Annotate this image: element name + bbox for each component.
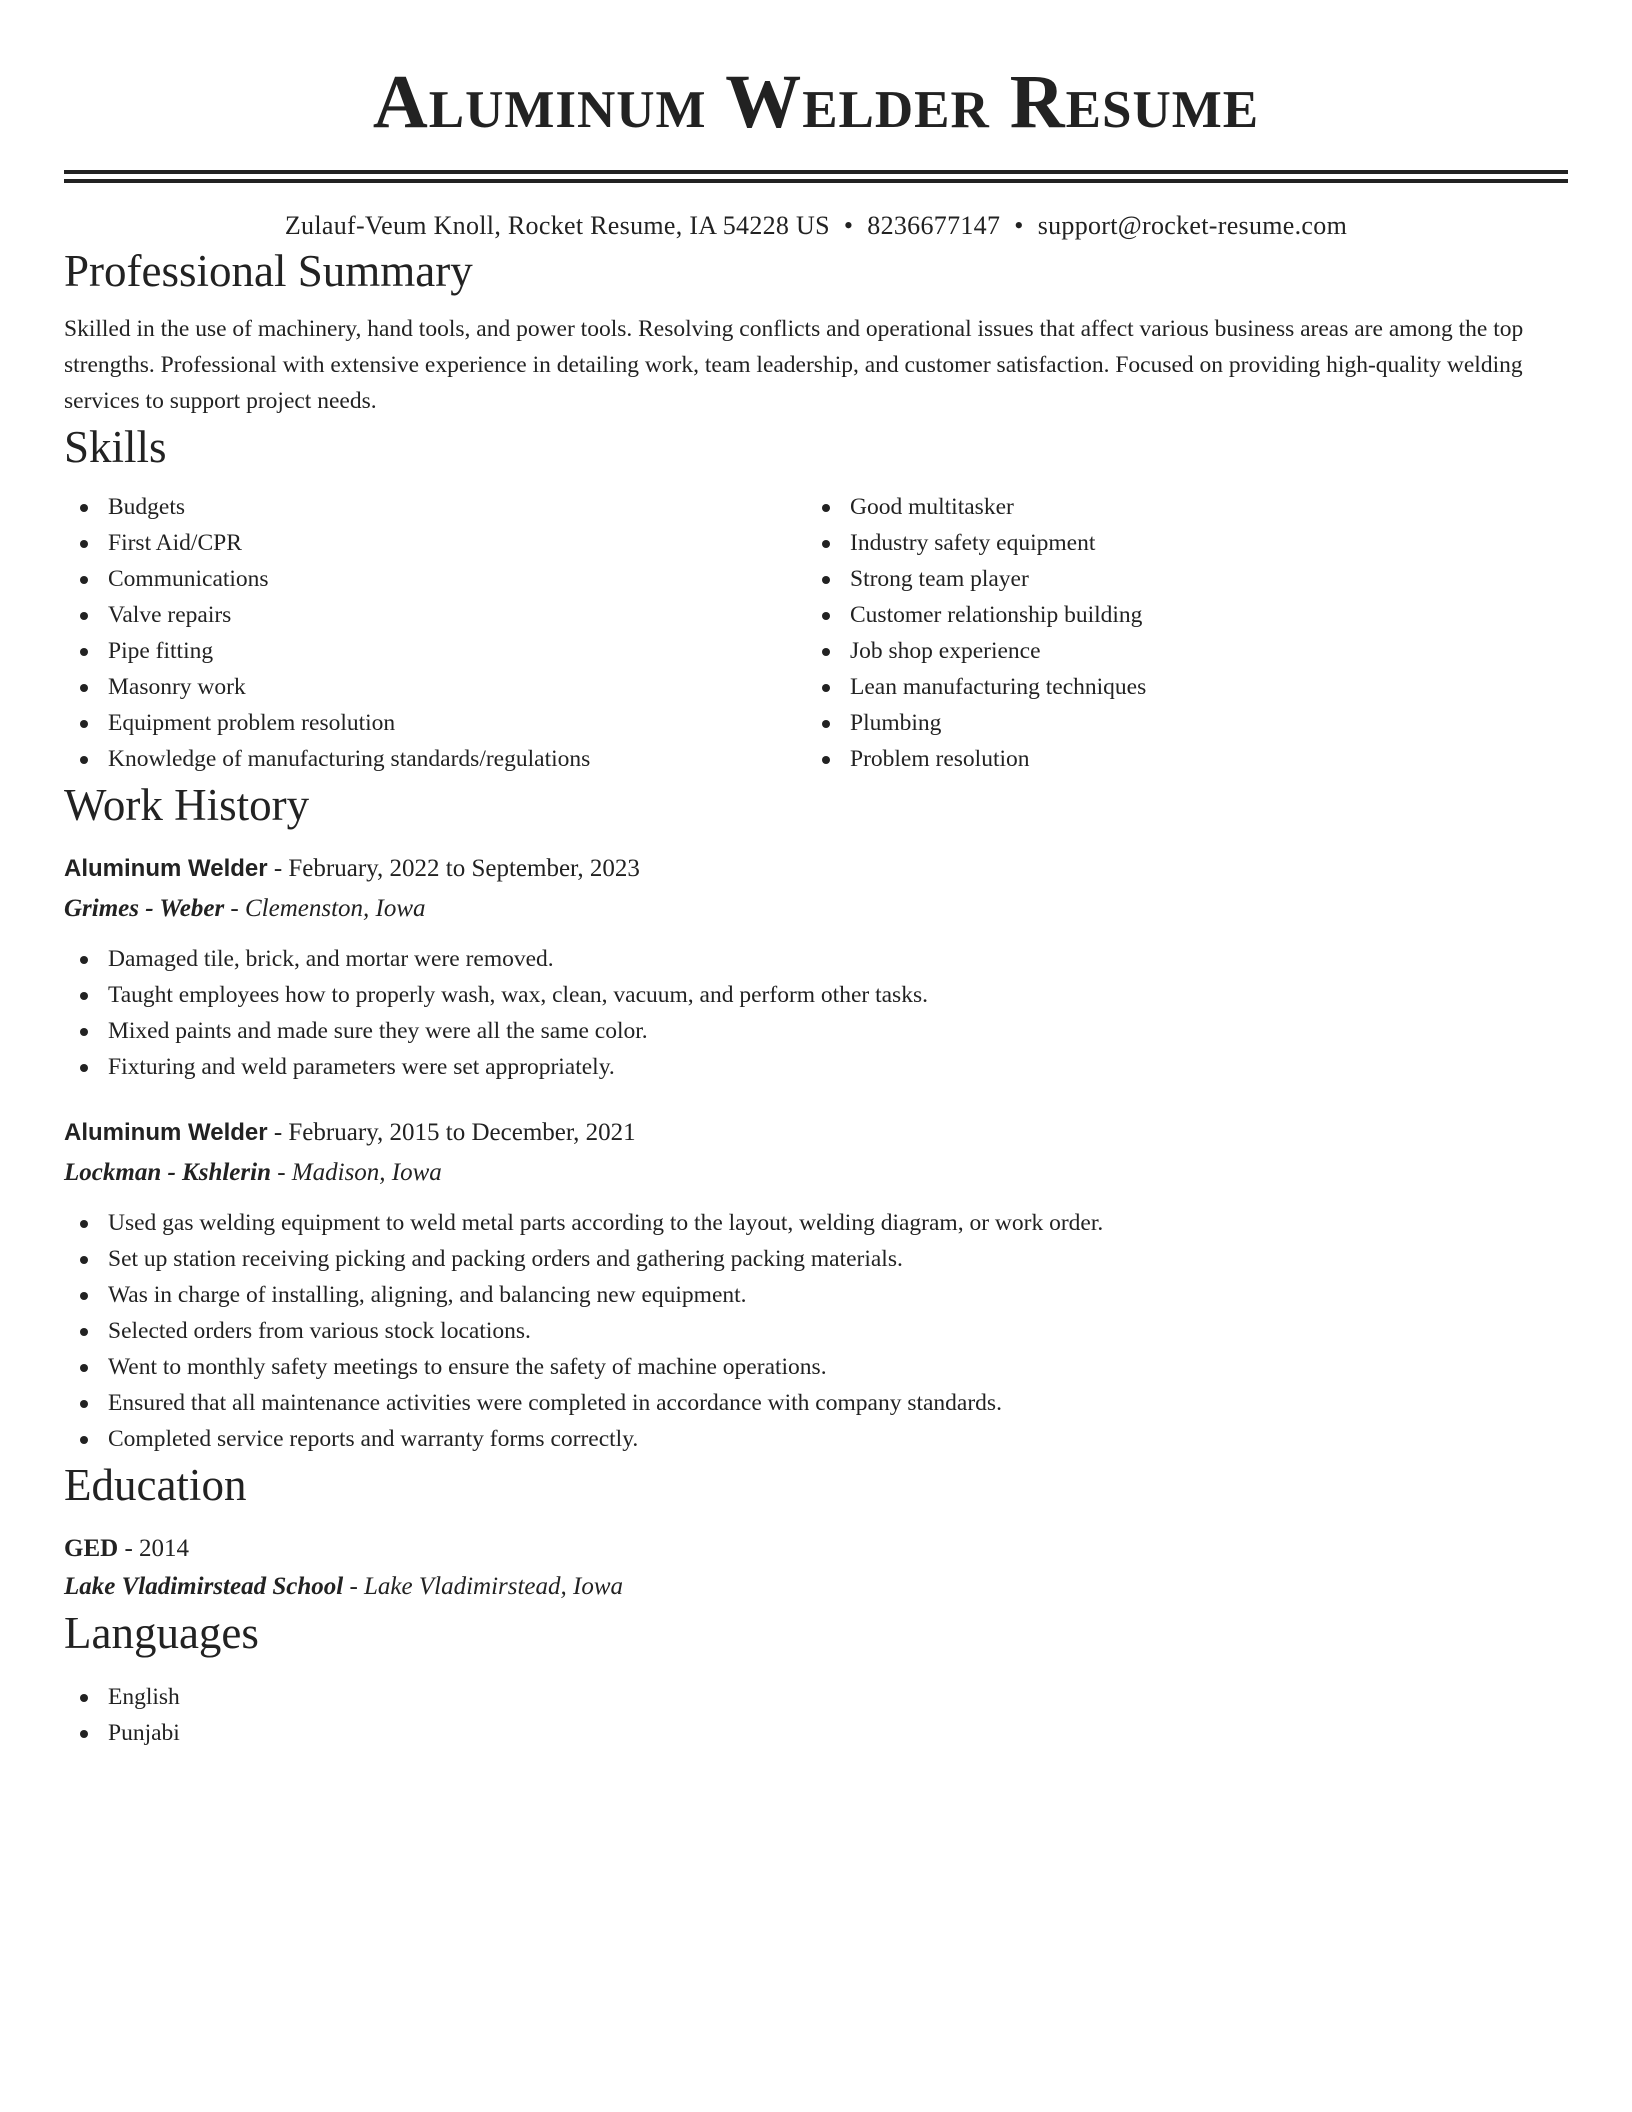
job-entry <box>64 851 1568 1085</box>
skill-item: Good multitasker <box>806 489 1548 525</box>
job-title-line <box>64 851 1568 887</box>
job-duty: Ensured that all maintenance activities were completed in accordance with company standards. <box>64 1385 1568 1421</box>
skill-item: Plumbing <box>806 705 1548 741</box>
resume-title: Aluminum Welder Resume <box>372 60 1260 144</box>
job-duties <box>64 941 1568 1085</box>
education-year: - 2014 <box>118 1535 190 1562</box>
education-school-line <box>64 1569 1568 1605</box>
job-dates: - February, 2022 to September, 2023 <box>267 855 640 882</box>
contact-phone: 8236677147 <box>867 211 1001 240</box>
employer-location: - Clemenston, Iowa <box>224 895 426 922</box>
employer-name: Lockman - Kshlerin <box>64 1159 271 1186</box>
work-history-heading: Work History <box>64 780 310 830</box>
languages-list <box>64 1679 1568 1751</box>
title-divider-bottom <box>64 179 1568 183</box>
skill-item: Problem resolution <box>806 741 1548 777</box>
skill-item: Job shop experience <box>806 633 1548 669</box>
skill-item: Valve repairs <box>64 597 806 633</box>
skills-list <box>64 489 1568 777</box>
job-duty: Was in charge of installing, aligning, and balancing new equipment. <box>64 1277 1568 1313</box>
education-heading: Education <box>64 1460 247 1510</box>
contact-info <box>64 209 1568 243</box>
skill-item: Masonry work <box>64 669 806 705</box>
job-duties <box>64 1205 1568 1457</box>
summary-heading: Professional Summary <box>64 246 473 296</box>
job-entry <box>64 1115 1568 1457</box>
employer-location: - Madison, Iowa <box>270 1159 442 1186</box>
job-duty: Completed service reports and warranty forms correctly. <box>64 1421 1568 1457</box>
employer-line <box>64 891 1568 927</box>
job-duty: Set up station receiving picking and packing orders and gathering packing materials. <box>64 1241 1568 1277</box>
skill-item: First Aid/CPR <box>64 525 806 561</box>
skill-item: Pipe fitting <box>64 633 806 669</box>
summary-text: Skilled in the use of machinery, hand tools, and power tools. Resolving conflicts and operational issues that affect various business areas are among the top strengths. Professional with extensive experience in detailing work, team leadership, and customer satisfaction. Focused on providing high-quality welding services to support project needs. <box>64 316 1524 414</box>
title-divider-top <box>64 170 1568 174</box>
skills-column-left <box>64 489 806 777</box>
employer-line <box>64 1155 1568 1191</box>
job-duty: Mixed paints and made sure they were all the same color. <box>64 1013 1568 1049</box>
skill-item: Communications <box>64 561 806 597</box>
language-item: English <box>64 1679 1568 1715</box>
languages-heading: Languages <box>64 1608 259 1658</box>
contact-email: support@rocket-resume.com <box>1037 211 1348 240</box>
skill-item: Strong team player <box>806 561 1548 597</box>
skill-item: Lean manufacturing techniques <box>806 669 1548 705</box>
job-duty: Went to monthly safety meetings to ensure the safety of machine operations. <box>64 1349 1568 1385</box>
job-role: Aluminum Welder <box>64 855 268 882</box>
job-duty: Fixturing and weld parameters were set appropriately. <box>64 1049 1568 1085</box>
job-title-line <box>64 1115 1568 1151</box>
job-duty: Taught employees how to properly wash, wax, clean, vacuum, and perform other tasks. <box>64 977 1568 1013</box>
skill-item: Budgets <box>64 489 806 525</box>
skills-heading: Skills <box>64 422 167 472</box>
language-item: Punjabi <box>64 1715 1568 1751</box>
contact-separator: • <box>1014 211 1024 240</box>
education-location: - Lake Vladimirstead, Iowa <box>343 1573 624 1600</box>
job-role: Aluminum Welder <box>64 1119 268 1146</box>
resume-page <box>64 0 1568 1751</box>
employer-name: Grimes - Weber <box>64 895 225 922</box>
job-duty: Damaged tile, brick, and mortar were removed. <box>64 941 1568 977</box>
skill-item: Customer relationship building <box>806 597 1548 633</box>
job-duty: Selected orders from various stock locations. <box>64 1313 1568 1349</box>
education-degree: GED <box>64 1535 119 1562</box>
education-degree-line <box>64 1531 1568 1567</box>
skill-item: Equipment problem resolution <box>64 705 806 741</box>
skill-item: Industry safety equipment <box>806 525 1548 561</box>
contact-separator: • <box>843 211 854 240</box>
contact-address: Zulauf-Veum Knoll, Rocket Resume, IA 54228 US <box>284 211 830 240</box>
job-dates: - February, 2015 to December, 2021 <box>267 1119 636 1146</box>
skill-item: Knowledge of manufacturing standards/regulations <box>64 741 806 777</box>
skills-column-right <box>806 489 1548 777</box>
job-duty: Used gas welding equipment to weld metal parts according to the layout, welding diagram, or work order. <box>64 1205 1568 1241</box>
education-school: Lake Vladimirstead School <box>64 1573 344 1600</box>
